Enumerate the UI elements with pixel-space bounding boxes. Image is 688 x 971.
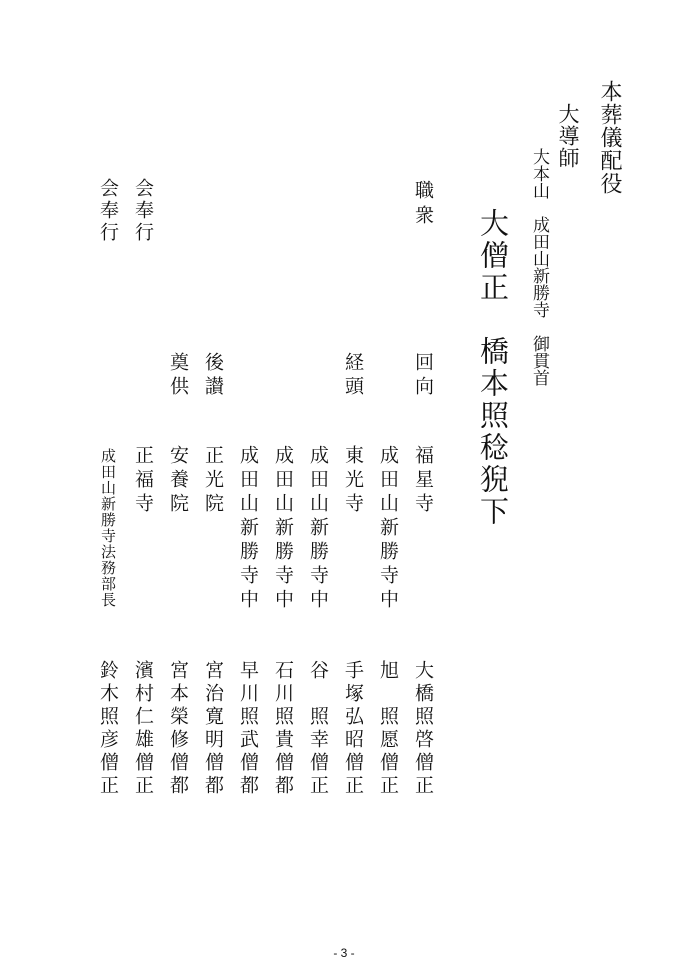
temple-4: 成田山新勝寺中 <box>307 445 329 613</box>
priest-name-8: 宮本榮修僧都 <box>167 660 189 798</box>
priest-name-7: 宮治寛明僧都 <box>202 660 224 798</box>
dai-doshi-label: 大導師 <box>556 103 580 169</box>
temple-8: 安養院 <box>167 445 189 517</box>
priest-name-3: 手塚弘昭僧正 <box>342 660 364 798</box>
temple-1: 福星寺 <box>412 445 434 517</box>
priest-name-1: 大橋照啓僧正 <box>412 660 434 798</box>
temple-2: 成田山新勝寺中 <box>377 445 399 613</box>
shokushu-label: 職衆 <box>412 180 434 230</box>
role-kyoto: 経頭 <box>342 352 364 400</box>
priest-name-9: 濱村仁雄僧正 <box>132 660 154 798</box>
role-tengu: 奠供 <box>167 352 189 400</box>
priest-name-2: 旭 照愿僧正 <box>377 660 399 798</box>
kaibugyo-office: 成田山新勝寺法務部長 <box>99 448 117 608</box>
kaibugyo-label: 会奉行 <box>132 178 154 244</box>
priest-name-6: 早川照武僧都 <box>237 660 259 798</box>
kaibugyo-label-column: 会奉行 <box>97 178 119 244</box>
dai-doshi-name: 大僧正 橋本照稔猊下 <box>476 208 510 528</box>
temple-6: 成田山新勝寺中 <box>237 445 259 613</box>
priest-name-5: 石川照貴僧都 <box>272 660 294 798</box>
priest-name-4: 谷 照幸僧正 <box>307 660 329 798</box>
role-eko: 回向 <box>412 352 434 400</box>
temple-9: 正福寺 <box>132 445 154 517</box>
temple-7: 正光院 <box>202 445 224 517</box>
temple-3: 東光寺 <box>342 445 364 517</box>
role-gosan: 後讃 <box>202 352 224 400</box>
temple-5: 成田山新勝寺中 <box>272 445 294 613</box>
page-number: - 3 - <box>333 946 355 960</box>
dai-doshi-temple: 大本山 成田山新勝寺 御貫首 <box>529 148 549 386</box>
kaibugyo-name: 鈴木照彦僧正 <box>97 660 119 798</box>
document-title: 本葬儀配役 <box>597 80 622 195</box>
